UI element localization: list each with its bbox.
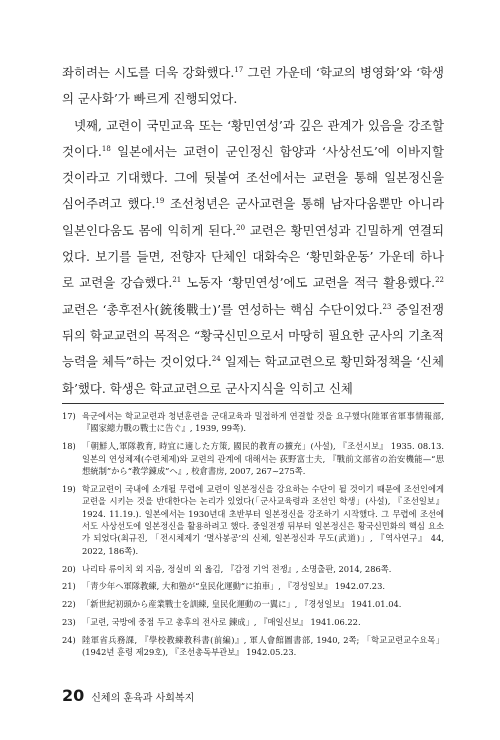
footnote-22: [62, 598, 444, 610]
page-number: 20: [62, 686, 85, 705]
footnote-number: 21): [62, 581, 76, 592]
footnote-ref-21[interactable]: 21: [172, 276, 182, 285]
page-footer: [62, 686, 194, 705]
footnote-20: [62, 563, 444, 575]
footnote-number: 24): [62, 634, 76, 645]
footnote-text: 「朝鮮人,軍隊教育, 時宜に適した方策, 國民的教育の擴充」(사설), 『조선시보』 1935. 08.13. 일본의 연성체제(수련체제)와 교련의 관계에 대해서는 荻野富士夫, 『戰前文部省の治安機能—“思想統制”から“教学錬成”へ』, 校倉書房, 2007, 267~275쪽.: [82, 441, 444, 477]
footnote-text: 나리타 류이치 외 지음, 정실비 외 옮김, 『감정 기억 전쟁』, 소명출판, 2014, 286쪽.: [82, 563, 392, 574]
footnote-23: [62, 616, 444, 628]
paragraph-2: 넷째, 교련이 국민교육 또는 ‘황민연성’과 깊은 관계가 있음을 강조할 것이다.$^{18}$ 일본에서는 교련이 군인정신 함양과 ‘사상선도’에 이바지할 것이라고 기대했다. 그에 뒷붙여 조선에서는 교련을 통해 일본정신을 심어주려고 했다.$^{19}$ 조선청년은 군사교련을 통해 남자다움뿐만 아니라 일본인다움도 몸에 익히게 된다.$^{20}$ 교련은 황민연성과 긴밀하게 연결되었다. 보기를 들면, 전향자 단체인 대화숙은 ‘황민화운동’ 가운데 하나로 교련을 강습했다.$^{21}$ 노동자 ‘황민연성’에도 교련을 적극 활용했다.$^{22}$ 교련은 ‘총후전사(銃後戰士)’를 연성하는 핵심 수단이었다.$^{23}$ 중일전쟁 뒤의 학교교련의 목적은 “황국신민으로서 마땅히 필요한 군사의 기초적 능력을 체득”하는 것이었다.$^{24}$ 일제는 학교교련으로 황민화정책을 ‘신체화’했다. 학생은 학교교련으로 군사지식을 익히고 신체: [62, 117, 444, 396]
footnote-number: 23): [62, 617, 76, 628]
footnote-ref-19[interactable]: 19: [155, 197, 165, 206]
footnote-ref-17[interactable]: 17: [234, 66, 244, 74]
footnote-text: 육군에서는 학교교련과 청년훈련을 군대교육과 밀접하게 연결할 것을 요구했다(陸軍省軍事情報部, 『國家總力戰の戰士に告ぐ』, 1939, 99쪽).: [82, 411, 444, 434]
footnote-21: [62, 580, 444, 592]
footnote-18: [62, 440, 444, 477]
footnote-ref-18[interactable]: 18: [101, 144, 111, 153]
footnote-ref-23[interactable]: 23: [382, 302, 392, 311]
footnote-divider: [62, 403, 444, 404]
footnotes: [62, 410, 444, 664]
footnote-text: 陸軍省兵務課, 『學校教練教科書(前編)』, 軍人會館圖書部, 1940, 2쪽; 「학교교련교수요목」(1942년 훈령 제29호), 『조선총독부관보』 1942.05.23.: [82, 634, 444, 658]
footnote-number: 17): [62, 411, 76, 421]
footnote-text: 「新世紀初頭から産業戰士を訓練, 皇民化運動の一翼に」, 『경성일보』 1941.01.04.: [82, 599, 402, 610]
footnote-ref-24[interactable]: 24: [211, 355, 221, 364]
footnote-text: 「교련, 국방에 중점 두고 총후의 전사로 鍊成」, 『매일신보』 1941.06.22.: [82, 617, 361, 628]
footnote-text: 「靑少年へ軍隊教練, 大和塾が“皇民化運動”に拍車」, 『경성일보』 1942.07.23.: [82, 581, 385, 592]
main-text: [62, 60, 444, 402]
footnote-19: [62, 483, 444, 557]
footnote-24: [62, 634, 444, 659]
footnote-number: 18): [62, 441, 76, 452]
footnote-number: 22): [62, 599, 76, 610]
footnote-ref-20[interactable]: 20: [236, 223, 246, 232]
footnote-number: 20): [62, 563, 76, 574]
paragraph-1: 좌히려는 시도를 더욱 강화했다.$^{17}$ 그런 가운데 ‘학교의 병영화’와 ‘학생의 군사화’가 빠르게 진행되었다.: [62, 65, 444, 107]
footnote-text: 학교교련이 국내에 소개될 무렵에 교련이 일본정신을 강요하는 수단이 될 것이기 때문에 조선인에게 교련을 시키는 것을 반대한다는 논리가 있었다(「군사교육령과 조선인 학생」(사설), 『조선일보』 1924. 11.19.). 일본에서는 1930년대 초반부터 일본정신을 강조하기 시작했다. 그 무렵에 조선에서도 사상선도에 일본정신을 활용하려고 했다. 중일전쟁 뒤부터 일본정신은 황국신민화의 핵심 요소가 되었다(최규진, 「전시체제기 ‘멸사봉공’의 신체, 일본정신과 무도(武道)」, 『역사연구』 44, 2022, 186쪽).: [82, 483, 444, 556]
running-title: 신체의 훈육과 사회복지: [91, 693, 195, 704]
footnote-number: 19): [62, 483, 76, 494]
footnote-17: [62, 410, 444, 435]
footnote-ref-22[interactable]: 22: [435, 276, 444, 285]
